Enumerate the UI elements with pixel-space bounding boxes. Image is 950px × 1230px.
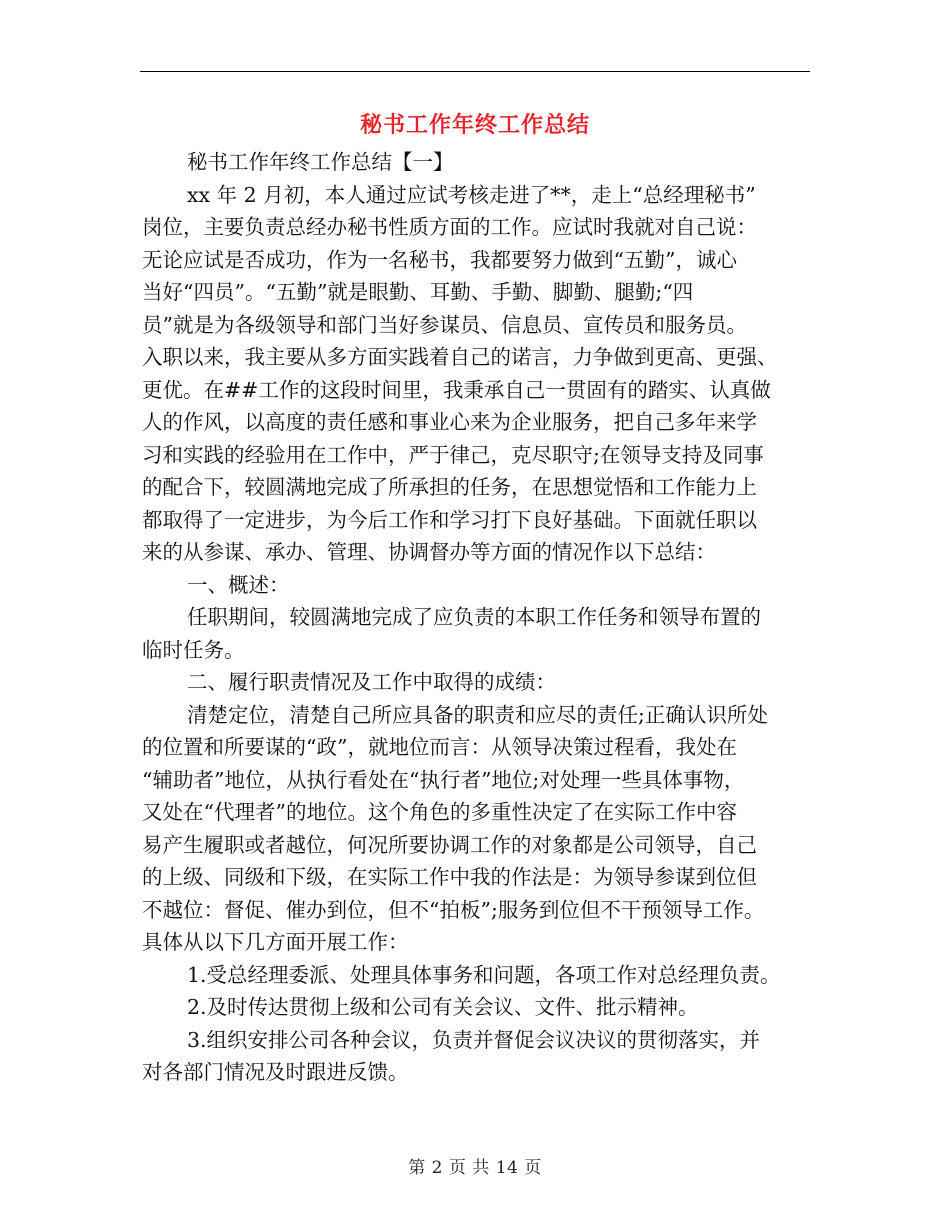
- paragraph-line: 清楚定位，清楚自己所应具备的职责和应尽的责任;正确认识所处: [187, 702, 768, 727]
- paragraph-line: 人的作风，以高度的责任感和事业心来为企业服务，把自己多年来学: [142, 410, 757, 434]
- paragraph-line: 临时任务。: [142, 637, 245, 662]
- paragraph-line: 任职期间，较圆满地完成了应负责的本职工作任务和领导布置的: [187, 605, 761, 629]
- paragraph-line: 无论应试是否成功，作为一名秘书，我都要努力做到“五勤”，诚心: [142, 247, 737, 272]
- section-heading: 秘书工作年终工作总结【一】: [187, 150, 454, 174]
- paragraph-line: 的配合下，较圆满地完成了所承担的任务，在思想觉悟和工作能力上: [142, 475, 757, 499]
- page-footer: 第 2 页 共 14 页: [408, 1158, 542, 1178]
- paragraph-line: 来的从参谋、承办、管理、协调督办等方面的情况作以下总结：: [142, 540, 716, 564]
- paragraph-line: 的位置和所要谋的“政”，就地位而言：从领导决策过程看，我处在: [142, 735, 737, 759]
- paragraph-line: 又处在“代理者”的地位。这个角色的多重性决定了在实际工作中容: [142, 800, 737, 824]
- paragraph-line: 入职以来，我主要从多方面实践着自己的诺言，力争做到更高、更强、: [142, 345, 778, 369]
- header-rule: [140, 71, 810, 72]
- list-item: 2.及时传达贯彻上级和公司有关会议、文件、批示精神。: [187, 995, 699, 1019]
- paragraph-line: 岗位，主要负责总经办秘书性质方面的工作。应试时我就对自己说：: [142, 215, 757, 239]
- section-heading: 二、履行职责情况及工作中取得的成绩：: [187, 670, 556, 694]
- paragraph-line: 的上级、同级和下级，在实际工作中我的作法是：为领导参谋到位但: [142, 865, 757, 889]
- list-item: 1.受总经理委派、处理具体事务和问题，各项工作对总经理负责。: [187, 962, 781, 987]
- paragraph-line: xx 年 2 月初，本人通过应试考核走进了**，走上“总经理秘书”: [187, 182, 756, 207]
- paragraph-line: 具体从以下几方面开展工作：: [142, 930, 409, 954]
- paragraph-line: 员”就是为各级领导和部门当好参谋员、信息员、宣传员和服务员。: [142, 312, 747, 337]
- paragraph-line: 对各部门情况及时跟进反馈。: [142, 1060, 409, 1084]
- list-item: 3.组织安排公司各种会议，负责并督促会议决议的贯彻落实，并: [187, 1027, 761, 1052]
- paragraph-line: 当好“四员”。“五勤”就是眼勤、耳勤、手勤、脚勤、腿勤;“四: [142, 280, 694, 304]
- document-body: [142, 146, 814, 1089]
- paragraph-line: “辅助者”地位，从执行看处在“执行者”地位;对处理一些具体事物，: [142, 767, 745, 792]
- paragraph-line: 都取得了一定进步，为今后工作和学习打下良好基础。下面就任职以: [142, 507, 757, 532]
- paragraph-line: 更优。在##工作的这段时间里，我秉承自己一贯固有的踏实、认真做: [142, 377, 771, 402]
- paragraph-line: 习和实践的经验用在工作中，严于律己，克尽职守;在领导支持及同事: [142, 442, 764, 467]
- section-heading: 一、概述：: [187, 572, 290, 597]
- document-title: 秘书工作年终工作总结: [359, 113, 590, 138]
- paragraph-line: 易产生履职或者越位，何况所要协调工作的对象都是公司领导，自己: [142, 832, 757, 857]
- paragraph-line: 不越位：督促、催办到位，但不“拍板”;服务到位但不干预领导工作。: [142, 897, 765, 922]
